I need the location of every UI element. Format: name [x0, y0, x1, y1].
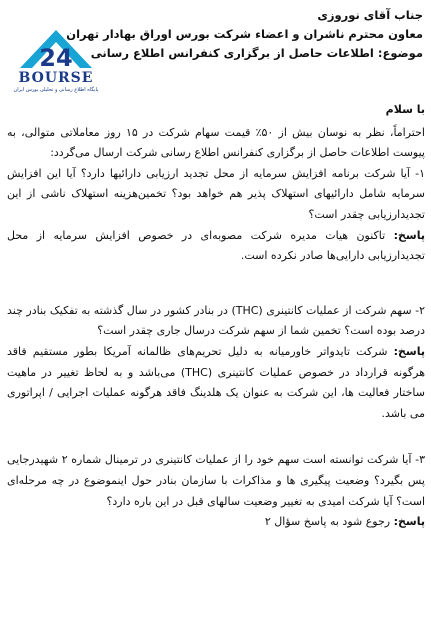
answer-1-text: تاکنون هیات مدیره شرکت مصوبه‌ای در خصوص افزایش سرمایه از محل تجدیدارزیابی دارایی‌ها صادر نکرده است.: [7, 228, 425, 263]
answer-2: [7, 342, 425, 424]
question-2: ۲- سهم شرکت از عملیات کانتینری (THC) در بنادر کشور در سال گذشته به تفکیک بنادر چند درصد بوده است؟ تخمین شما از سهم شرکت درسال جاری چقدر است؟: [7, 303, 425, 338]
answer-3-label: پاسخ:: [393, 515, 425, 529]
addressee-line: جناب آقای نوروزی: [317, 8, 423, 22]
bourse24-logo-mark: [2, 26, 110, 72]
answer-3: [7, 512, 425, 533]
bourse24-logo: [2, 26, 110, 96]
subject-line: موضوع: اطلاعات حاصل از برگزاری کنفرانس اطلاع رسانی: [90, 46, 423, 60]
answer-1-label: پاسخ:: [393, 228, 425, 242]
letter-body: [7, 100, 425, 533]
logo-tagline: پایگاه اطلاع رسانی و تحلیلی بورس ایران: [13, 87, 99, 93]
logo-number: 24: [39, 44, 73, 72]
logo-word: BOURSE: [18, 70, 94, 86]
greeting: با سلام: [385, 103, 425, 116]
letter-header: [66, 6, 423, 63]
answer-2-text: شرکت تایدواتر خاورمیانه به دلیل تحریم‌های ظالمانه آمریکا بطور مستقیم فاقد هرگونه قرارداد در خصوص عملیات کانتینری (THC) می‌باشد و به لحاظ تغییر در ماهیت ساختار فعالیت ها، این شرکت به عنوان یک هلدینگ فاقد هرگونه عملیات اجرایی / اپراتوری می باشد.: [7, 344, 425, 420]
answer-3-text: رجوع شود به پاسخ سؤال ۲: [264, 515, 394, 529]
answer-2-label: پاسخ:: [393, 344, 425, 358]
paragraph-spacer: [7, 267, 425, 301]
answer-1: [7, 226, 425, 267]
recipient-title-line: معاون محترم ناشران و اعضاء شرکت بورس اوراق بهادار تهران: [66, 27, 423, 41]
intro-paragraph: احتراماً، نظر به نوسان بیش از ۵۰٪ قیمت سهام شرکت در ۱۵ روز معاملاتی متوالی، به پیوست اطلاعات حاصل از برگزاری کنفرانس اطلاع رسانی شرکت ارسال می‌گردد:: [7, 125, 425, 160]
question-1: ۱- آیا شرکت برنامه افزایش سرمایه از محل تجدید ارزیابی دارائیها دارد؟ آیا این افزایش سرمایه شامل دارائیهای استهلاک پذیر هم خواهد بود؟ تخمین‌هزینه استهلاک ناشی از این تجدیدارزیابی چقدر است؟: [7, 166, 425, 221]
paragraph-spacer: [7, 424, 425, 450]
question-3: ۳- آیا شرکت توانسته است سهم خود را از عملیات کانتینری در ترمینال شماره ۲ شهیدرجایی پس بگیرد؟ وضعیت پیگیری ها و مذاکرات با سازمان بنادر حول اینموضوع در چه مرحله‌ای است؟ آیا شرکت امیدی به تغییر وضعیت سالهای قبل در این باره دارد؟: [7, 453, 425, 508]
